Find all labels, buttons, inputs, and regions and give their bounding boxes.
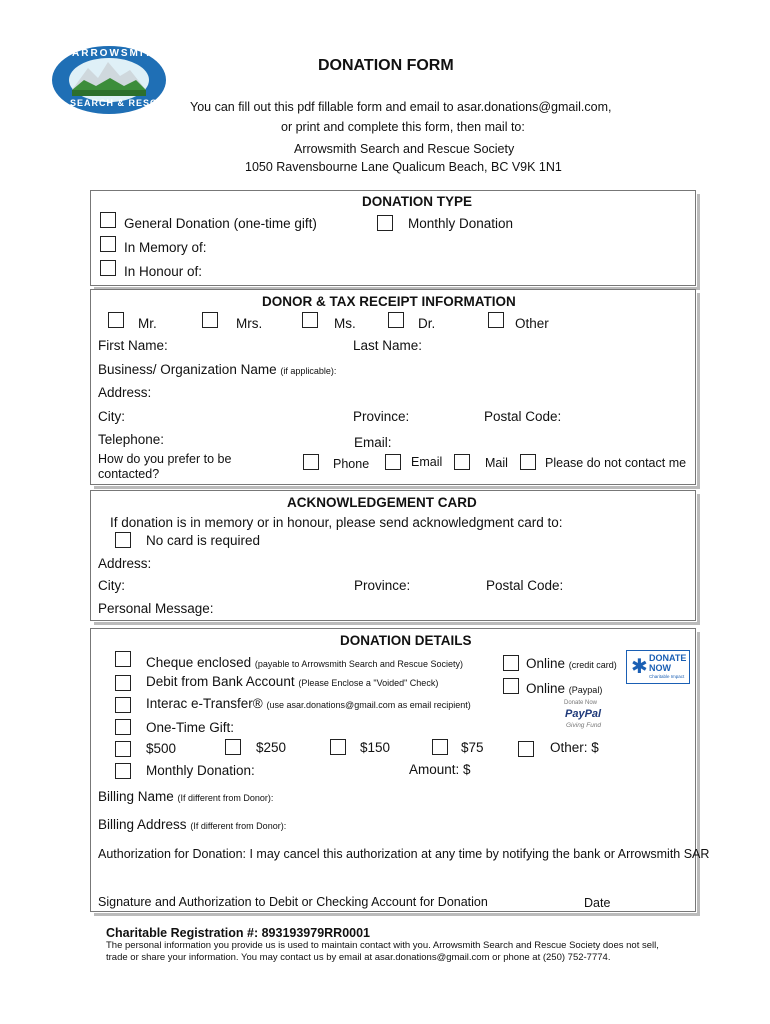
debit-note: (Please Enclose a "Voided" Check) xyxy=(298,678,439,688)
amount-75-label: $75 xyxy=(461,740,484,755)
in-memory-label: In Memory of: xyxy=(124,240,207,255)
interac-note: (use asar.donations@gmail.com as email recipient) xyxy=(266,700,471,710)
personal-message-field[interactable]: Personal Message: xyxy=(98,601,214,616)
online-paypal-text: Online xyxy=(526,681,566,696)
cheque-label xyxy=(146,655,463,670)
donate-now-text: DONATE NOW xyxy=(649,653,687,673)
amount-other-checkbox[interactable] xyxy=(518,741,534,757)
debit-label xyxy=(146,674,438,689)
mr-checkbox[interactable] xyxy=(108,312,124,328)
donate-now-button[interactable] xyxy=(626,650,690,684)
in-honour-label: In Honour of: xyxy=(124,264,203,279)
monthly-amount-field[interactable]: Amount: $ xyxy=(409,762,471,777)
donation-type-title: DONATION TYPE xyxy=(362,194,473,209)
one-time-label: One-Time Gift: xyxy=(146,720,235,735)
ms-checkbox[interactable] xyxy=(302,312,318,328)
contact-email-label: Email xyxy=(411,455,443,469)
mailing-address-1: Arrowsmith Search and Rescue Society xyxy=(294,142,515,156)
logo-text-bottom: SEARCH & RESCUE xyxy=(70,98,173,108)
acknowledgement-note: If donation is in memory or in honour, please send acknowledgment card to: xyxy=(110,515,563,530)
business-name-note: (if applicable): xyxy=(280,366,337,376)
contact-preference-question-1: How do you prefer to be xyxy=(98,452,232,466)
general-donation-checkbox[interactable] xyxy=(100,212,116,228)
donor-address-field[interactable]: Address: xyxy=(98,385,152,400)
donor-city-field[interactable]: City: xyxy=(98,409,125,424)
paypal-giving-fund-text: Giving Fund xyxy=(566,722,602,729)
billing-name-label: Billing Name xyxy=(98,789,174,804)
amount-250-checkbox[interactable] xyxy=(225,739,241,755)
one-time-checkbox[interactable] xyxy=(115,719,131,735)
interac-text: Interac e-Transfer® xyxy=(146,696,263,711)
monthly-donation-label: Monthly Donation xyxy=(408,216,514,231)
logo-text-top: ARROWSMITH xyxy=(72,48,162,59)
contact-none-checkbox[interactable] xyxy=(520,454,536,470)
first-name-field[interactable]: First Name: xyxy=(98,338,168,353)
debit-checkbox[interactable] xyxy=(115,675,131,691)
amount-500-label: $500 xyxy=(146,741,177,756)
online-paypal-note: (Paypal) xyxy=(568,685,603,695)
privacy-notice-1: The personal information you provide us is used to maintain contact with you. Arrowsmith Search and Rescue Society does not sell, xyxy=(106,940,659,951)
monthly-gift-label: Monthly Donation: xyxy=(146,763,255,778)
business-name-label: Business/ Organization Name xyxy=(98,362,277,377)
interac-label xyxy=(146,696,471,711)
organization-logo xyxy=(50,44,173,116)
amount-250-label: $250 xyxy=(256,740,287,755)
billing-address-note: (If different from Donor): xyxy=(190,821,287,831)
billing-address-label: Billing Address xyxy=(98,817,187,832)
mailing-address-2: 1050 Ravensbourne Lane Qualicum Beach, BC V9K 1N1 xyxy=(245,160,562,174)
authorization-statement: Authorization for Donation: I may cancel this authorization at any time by notifying the bank or Arrowsmith SAR xyxy=(98,847,710,861)
monthly-gift-checkbox[interactable] xyxy=(115,763,131,779)
telephone-field[interactable]: Telephone: xyxy=(98,432,165,447)
debit-text: Debit from Bank Account xyxy=(146,674,295,689)
in-honour-checkbox[interactable] xyxy=(100,260,116,276)
donor-postal-field[interactable]: Postal Code: xyxy=(484,409,562,424)
acknowledgement-title: ACKNOWLEDGEMENT CARD xyxy=(287,495,477,510)
privacy-notice-2: trade or share your information. You may contact us by email at asar.donations@gmail.com or phone at (250) 752-7774. xyxy=(106,952,611,963)
monthly-donation-checkbox[interactable] xyxy=(377,215,393,231)
amount-150-label: $150 xyxy=(360,740,391,755)
business-name-field[interactable] xyxy=(98,362,336,377)
billing-address-field[interactable] xyxy=(98,817,286,832)
amount-500-checkbox[interactable] xyxy=(115,741,131,757)
amount-150-checkbox[interactable] xyxy=(330,739,346,755)
intro-line-1: You can fill out this pdf fillable form and email to asar.donations@gmail.com, xyxy=(190,100,612,114)
intro-line-2: or print and complete this form, then mail to: xyxy=(281,120,525,134)
ack-city-field[interactable]: City: xyxy=(98,578,125,593)
general-donation-label: General Donation (one-time gift) xyxy=(124,216,317,231)
cheque-note: (payable to Arrowsmith Search and Rescue Society) xyxy=(254,659,463,669)
in-memory-checkbox[interactable] xyxy=(100,236,116,252)
last-name-field[interactable]: Last Name: xyxy=(353,338,423,353)
interac-checkbox[interactable] xyxy=(115,697,131,713)
contact-none-label: Please do not contact me xyxy=(545,456,687,470)
mrs-checkbox[interactable] xyxy=(202,312,218,328)
no-card-label: No card is required xyxy=(146,533,261,548)
no-card-checkbox[interactable] xyxy=(115,532,131,548)
ack-province-field[interactable]: Province: xyxy=(354,578,411,593)
charitable-impact-text: Charitable Impact xyxy=(649,674,685,679)
mrs-label: Mrs. xyxy=(236,316,263,331)
online-cc-label xyxy=(526,656,617,671)
dr-checkbox[interactable] xyxy=(388,312,404,328)
mr-label: Mr. xyxy=(138,316,157,331)
page-title: DONATION FORM xyxy=(318,57,454,74)
donor-info-title: DONOR & TAX RECEIPT INFORMATION xyxy=(262,294,516,309)
donation-details-title: DONATION DETAILS xyxy=(340,633,472,648)
billing-name-note: (If different from Donor): xyxy=(177,793,274,803)
contact-preference-question-2: contacted? xyxy=(98,467,160,481)
email-field[interactable]: Email: xyxy=(354,435,392,450)
donate-person-icon: ✱ xyxy=(631,656,648,678)
other-salutation-label: Other xyxy=(515,316,549,331)
date-field[interactable]: Date xyxy=(584,896,611,910)
contact-mail-label: Mail xyxy=(485,456,508,470)
donor-province-field[interactable]: Province: xyxy=(353,409,410,424)
contact-phone-checkbox[interactable] xyxy=(303,454,319,470)
contact-phone-label: Phone xyxy=(333,457,370,471)
cheque-text: Cheque enclosed xyxy=(146,655,252,670)
signature-field[interactable]: Signature and Authorization to Debit or Checking Account for Donation xyxy=(98,895,488,909)
ms-label: Ms. xyxy=(334,316,356,331)
online-cc-checkbox[interactable] xyxy=(503,655,519,671)
online-paypal-label xyxy=(526,681,602,696)
paypal-donate-now-text: Donate Now xyxy=(564,700,598,706)
dr-label: Dr. xyxy=(418,316,436,331)
online-cc-text: Online xyxy=(526,656,566,671)
online-paypal-checkbox[interactable] xyxy=(503,678,519,694)
cheque-checkbox[interactable] xyxy=(115,651,131,667)
charitable-registration: Charitable Registration #: 893193979RR0001 xyxy=(106,926,371,940)
online-cc-note: (credit card) xyxy=(568,660,617,670)
paypal-logo-text: PayPal xyxy=(565,708,602,720)
ack-postal-field[interactable]: Postal Code: xyxy=(486,578,564,593)
amount-75-checkbox[interactable] xyxy=(432,739,448,755)
amount-other-field[interactable]: Other: $ xyxy=(550,740,599,755)
billing-name-field[interactable] xyxy=(98,789,273,804)
other-salutation-checkbox[interactable] xyxy=(488,312,504,328)
contact-email-checkbox[interactable] xyxy=(385,454,401,470)
ack-address-field[interactable]: Address: xyxy=(98,556,152,571)
paypal-giving-badge[interactable] xyxy=(560,700,612,732)
contact-mail-checkbox[interactable] xyxy=(454,454,470,470)
